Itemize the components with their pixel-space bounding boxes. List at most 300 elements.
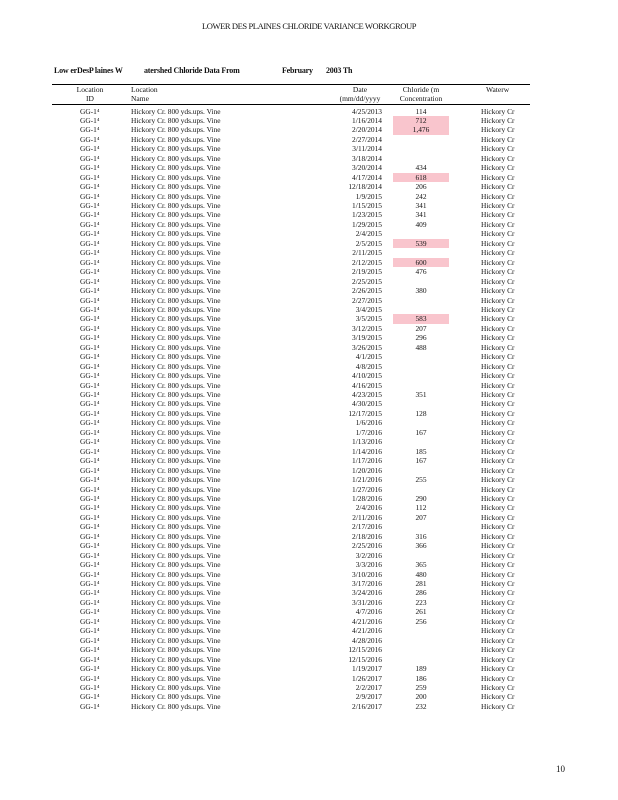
date-cell: 2/16/2017 [352,701,382,711]
date-cell: 1/7/2016 [355,427,382,437]
waterway-cell: Hickory Cr [481,579,515,588]
location-name-cell: Hickory Cr. 800 yds.ups. Vine [131,484,221,494]
header-rule-bottom [52,104,530,105]
date-cell: 3/17/2016 [352,579,382,588]
waterway-cell: Hickory Cr [481,607,515,617]
date-cell: 2/20/2014 [352,125,382,135]
table-row [0,305,618,314]
location-id-cell: GG-1⁴ [80,446,100,456]
location-id-cell: GG-1⁴ [80,626,100,636]
waterway-cell: Hickory Cr [481,465,515,475]
date-cell: 2/2/2017 [355,682,382,692]
waterway-cell: Hickory Cr [481,475,515,485]
location-name-cell: Hickory Cr. 800 yds.ups. Vine [131,418,221,428]
chloride-cell: 712 [393,116,449,125]
chloride-cell: 286 [415,588,427,598]
table-row [0,636,618,645]
date-cell: 2/27/2014 [352,134,382,144]
location-id-cell: GG-1⁴ [80,560,100,570]
waterway-cell: Hickory Cr [481,645,515,655]
date-cell: 3/10/2016 [352,569,382,579]
chloride-cell: 114 [415,106,427,116]
location-id-cell: GG-1⁴ [80,106,100,116]
waterway-cell: Hickory Cr [481,191,515,201]
date-cell: 2/19/2015 [352,267,382,277]
chloride-cell: 189 [415,664,427,674]
location-name-cell: Hickory Cr. 800 yds.ups. Vine [131,588,221,598]
table-row [0,229,618,238]
chloride-cell: 1,476 [393,125,449,134]
location-id-cell: GG-1⁴ [80,201,100,210]
waterway-cell: Hickory Cr [481,342,515,352]
date-cell: 1/27/2016 [352,484,382,494]
table-row [0,418,618,427]
chloride-cell: 167 [415,456,427,466]
table-row [0,248,618,257]
waterway-cell: Hickory Cr [481,635,515,645]
waterway-cell: Hickory Cr [481,172,515,182]
header-date-line1: Date [352,85,368,94]
chloride-cell: 186 [415,673,427,683]
location-id-cell: GG-1⁴ [80,257,100,267]
location-name-cell: Hickory Cr. 800 yds.ups. Vine [131,446,221,456]
chloride-cell: 206 [415,182,427,192]
location-name-cell: Hickory Cr. 800 yds.ups. Vine [131,371,221,381]
location-id-cell: GG-1⁴ [80,342,100,352]
date-cell: 12/17/2015 [348,408,382,418]
waterway-cell: Hickory Cr [481,512,515,522]
chloride-cell: 290 [415,493,427,503]
date-cell: 4/21/2016 [352,626,382,636]
waterway-cell: Hickory Cr [481,153,515,163]
table-row [0,314,618,323]
location-id-cell: GG-1⁴ [80,125,100,135]
location-name-cell: Hickory Cr. 800 yds.ups. Vine [131,191,221,201]
subtitle-part-1: Low erDesP laines W [54,66,123,75]
location-name-cell: Hickory Cr. 800 yds.ups. Vine [131,314,221,324]
table-row [0,125,618,134]
chloride-cell: 434 [415,163,427,173]
waterway-cell: Hickory Cr [481,493,515,503]
location-name-cell: Hickory Cr. 800 yds.ups. Vine [131,682,221,692]
location-name-cell: Hickory Cr. 800 yds.ups. Vine [131,465,221,475]
location-name-cell: Hickory Cr. 800 yds.ups. Vine [131,550,221,560]
chloride-cell: 316 [415,531,427,541]
chloride-cell: 341 [415,201,427,210]
date-cell: 1/6/2016 [355,418,382,428]
location-name-cell: Hickory Cr. 800 yds.ups. Vine [131,304,221,314]
date-cell: 3/24/2016 [352,588,382,598]
location-id-cell: GG-1⁴ [80,248,100,258]
date-cell: 3/12/2015 [352,323,382,333]
location-name-cell: Hickory Cr. 800 yds.ups. Vine [131,390,221,399]
date-cell: 1/21/2016 [352,475,382,485]
chloride-cell: 366 [415,541,427,551]
chloride-cell: 480 [415,569,427,579]
location-name-cell: Hickory Cr. 800 yds.ups. Vine [131,380,221,390]
date-cell: 3/20/2014 [352,163,382,173]
date-cell: 4/23/2015 [352,390,382,399]
location-id-cell: GG-1⁴ [80,219,100,229]
chloride-cell: 261 [415,607,427,617]
waterway-cell: Hickory Cr [481,503,515,513]
location-name-cell: Hickory Cr. 800 yds.ups. Vine [131,673,221,683]
location-id-cell: GG-1⁴ [80,437,100,447]
waterway-cell: Hickory Cr [481,541,515,551]
location-id-cell: GG-1⁴ [80,550,100,560]
header-chloride [389,86,453,103]
location-id-cell: GG-1⁴ [80,134,100,144]
location-id-cell: GG-1⁴ [80,408,100,418]
table-row [0,683,618,692]
location-id-cell: GG-1⁴ [80,645,100,655]
waterway-cell: Hickory Cr [481,219,515,229]
location-id-cell: GG-1⁴ [80,361,100,371]
date-cell: 12/18/2014 [348,182,382,192]
chloride-cell: 128 [415,408,427,418]
waterway-cell: Hickory Cr [481,201,515,210]
location-id-cell: GG-1⁴ [80,456,100,466]
location-id-cell: GG-1⁴ [80,616,100,626]
header-chloride-line1: Chloride (m [402,85,440,94]
waterway-cell: Hickory Cr [481,616,515,626]
page-number: 10 [556,764,565,774]
location-name-cell: Hickory Cr. 800 yds.ups. Vine [131,182,221,192]
table-row [0,607,618,616]
location-name-cell: Hickory Cr. 800 yds.ups. Vine [131,579,221,588]
location-id-cell: GG-1⁴ [80,531,100,541]
chloride-cell: 281 [415,579,427,588]
table-row [0,333,618,342]
date-cell: 4/1/2015 [355,352,382,362]
location-name-cell: Hickory Cr. 800 yds.ups. Vine [131,276,221,286]
location-name-cell: Hickory Cr. 800 yds.ups. Vine [131,645,221,655]
chloride-cell: 583 [393,314,449,323]
location-name-cell: Hickory Cr. 800 yds.ups. Vine [131,692,221,702]
waterway-cell: Hickory Cr [481,456,515,466]
location-name-cell: Hickory Cr. 800 yds.ups. Vine [131,560,221,570]
location-name-cell: Hickory Cr. 800 yds.ups. Vine [131,597,221,607]
location-name-cell: Hickory Cr. 800 yds.ups. Vine [131,286,221,296]
table-row [0,456,618,465]
table-row [0,579,618,588]
table-row [0,220,618,229]
location-name-cell: Hickory Cr. 800 yds.ups. Vine [131,654,221,664]
table-row [0,655,618,664]
table-row [0,362,618,371]
location-name-cell: Hickory Cr. 800 yds.ups. Vine [131,238,221,248]
location-id-cell: GG-1⁴ [80,475,100,485]
header-date-line2: (mm/dd/yyyy [339,93,381,103]
chloride-cell: 409 [415,219,427,229]
table-row [0,286,618,295]
date-cell: 4/16/2015 [352,380,382,390]
location-id-cell: GG-1⁴ [80,399,100,409]
table-row [0,428,618,437]
chloride-cell: 255 [415,475,427,485]
chloride-cell: 380 [415,286,427,296]
date-cell: 4/28/2016 [352,635,382,645]
header-rule-top [52,84,530,85]
location-name-cell: Hickory Cr. 800 yds.ups. Vine [131,333,221,343]
table-row [0,107,618,116]
date-cell: 3/2/2016 [355,550,382,560]
date-cell: 1/9/2015 [355,191,382,201]
chloride-cell: 112 [415,503,427,513]
table-row [0,570,618,579]
table-row [0,560,618,569]
waterway-cell: Hickory Cr [481,229,515,239]
chloride-cell: 200 [415,692,427,702]
table-row [0,617,618,626]
location-id-cell: GG-1⁴ [80,484,100,494]
location-name-cell: Hickory Cr. 800 yds.ups. Vine [131,115,221,125]
waterway-cell: Hickory Cr [481,144,515,154]
subtitle-part-3: 2003 Th [326,66,353,75]
date-cell: 1/23/2015 [352,210,382,220]
location-id-cell: GG-1⁴ [80,597,100,607]
date-cell: 2/25/2015 [352,276,382,286]
date-cell: 1/28/2016 [352,493,382,503]
table-row [0,409,618,418]
location-id-cell: GG-1⁴ [80,182,100,192]
date-cell: 1/14/2016 [352,446,382,456]
table-row [0,475,618,484]
location-id-cell: GG-1⁴ [80,314,100,324]
location-name-cell: Hickory Cr. 800 yds.ups. Vine [131,616,221,626]
location-name-cell: Hickory Cr. 800 yds.ups. Vine [131,399,221,409]
waterway-cell: Hickory Cr [481,569,515,579]
date-cell: 3/18/2014 [352,153,382,163]
waterway-cell: Hickory Cr [481,673,515,683]
date-cell: 3/5/2015 [355,314,382,324]
chloride-cell: 476 [415,267,427,277]
waterway-cell: Hickory Cr [481,182,515,192]
header-location-name [131,86,158,103]
location-name-cell: Hickory Cr. 800 yds.ups. Vine [131,248,221,258]
location-id-cell: GG-1⁴ [80,418,100,428]
location-id-cell: GG-1⁴ [80,541,100,551]
date-cell: 12/15/2016 [348,654,382,664]
location-name-cell: Hickory Cr. 800 yds.ups. Vine [131,229,221,239]
table-row [0,645,618,654]
table-row [0,239,618,248]
date-cell: 4/17/2014 [352,172,382,182]
date-cell: 2/18/2016 [352,531,382,541]
location-id-cell: GG-1⁴ [80,191,100,201]
waterway-cell: Hickory Cr [481,210,515,220]
location-name-cell: Hickory Cr. 800 yds.ups. Vine [131,352,221,362]
date-cell: 3/11/2014 [352,144,382,154]
document-title: LOWER DES PLAINES CHLORIDE VARIANCE WORKGROUP [201,21,417,31]
table-row [0,371,618,380]
location-id-cell: GG-1⁴ [80,493,100,503]
location-name-cell: Hickory Cr. 800 yds.ups. Vine [131,210,221,220]
location-name-cell: Hickory Cr. 800 yds.ups. Vine [131,531,221,541]
header-chloride-line2: Concentration [399,93,443,103]
waterway-cell: Hickory Cr [481,522,515,532]
table-row [0,466,618,475]
location-name-cell: Hickory Cr. 800 yds.ups. Vine [131,607,221,617]
location-name-cell: Hickory Cr. 800 yds.ups. Vine [131,172,221,182]
date-cell: 2/17/2016 [352,522,382,532]
header-waterway: Waterw [486,85,510,94]
location-id-cell: GG-1⁴ [80,522,100,532]
location-id-cell: GG-1⁴ [80,323,100,333]
waterway-cell: Hickory Cr [481,314,515,324]
table-row [0,551,618,560]
location-name-cell: Hickory Cr. 800 yds.ups. Vine [131,361,221,371]
chloride-cell: 618 [393,173,449,182]
date-cell: 3/4/2015 [355,304,382,314]
location-id-cell: GG-1⁴ [80,664,100,674]
waterway-cell: Hickory Cr [481,163,515,173]
location-name-cell: Hickory Cr. 800 yds.ups. Vine [131,664,221,674]
date-cell: 12/15/2016 [348,645,382,655]
date-cell: 1/17/2016 [352,456,382,466]
location-id-cell: GG-1⁴ [80,267,100,277]
chloride-cell: 351 [415,390,427,399]
location-id-cell: GG-1⁴ [80,579,100,588]
date-cell: 3/26/2015 [352,342,382,352]
location-id-cell: GG-1⁴ [80,682,100,692]
waterway-cell: Hickory Cr [481,352,515,362]
table-row [0,201,618,210]
waterway-cell: Hickory Cr [481,682,515,692]
chloride-cell: 600 [393,258,449,267]
location-id-cell: GG-1⁴ [80,607,100,617]
location-name-cell: Hickory Cr. 800 yds.ups. Vine [131,267,221,277]
location-name-cell: Hickory Cr. 800 yds.ups. Vine [131,134,221,144]
table-row [0,503,618,512]
location-id-cell: GG-1⁴ [80,295,100,305]
subtitle-month: February [282,66,313,75]
location-id-cell: GG-1⁴ [80,276,100,286]
waterway-cell: Hickory Cr [481,437,515,447]
waterway-cell: Hickory Cr [481,286,515,296]
location-name-cell: Hickory Cr. 800 yds.ups. Vine [131,323,221,333]
date-cell: 1/16/2014 [352,115,382,125]
location-name-cell: Hickory Cr. 800 yds.ups. Vine [131,475,221,485]
waterway-cell: Hickory Cr [481,248,515,258]
table-row [0,277,618,286]
table-row [0,163,618,172]
date-cell: 2/11/2015 [352,248,382,258]
location-id-cell: GG-1⁴ [80,371,100,381]
chloride-cell: 341 [415,210,427,220]
waterway-cell: Hickory Cr [481,418,515,428]
chloride-cell: 259 [415,682,427,692]
waterway-cell: Hickory Cr [481,371,515,381]
waterway-cell: Hickory Cr [481,399,515,409]
waterway-cell: Hickory Cr [481,361,515,371]
date-cell: 2/12/2015 [352,257,382,267]
table-row [0,343,618,352]
table-row [0,399,618,408]
table-row [0,674,618,683]
waterway-cell: Hickory Cr [481,106,515,116]
table-row [0,144,618,153]
table-row [0,390,618,399]
table-row [0,588,618,597]
date-cell: 2/26/2015 [352,286,382,296]
location-name-cell: Hickory Cr. 800 yds.ups. Vine [131,569,221,579]
location-name-cell: Hickory Cr. 800 yds.ups. Vine [131,257,221,267]
location-id-cell: GG-1⁴ [80,503,100,513]
location-id-cell: GG-1⁴ [80,229,100,239]
location-id-cell: GG-1⁴ [80,144,100,154]
table-row [0,296,618,305]
table-row [0,692,618,701]
location-name-cell: Hickory Cr. 800 yds.ups. Vine [131,427,221,437]
date-cell: 1/26/2017 [352,673,382,683]
location-name-cell: Hickory Cr. 800 yds.ups. Vine [131,626,221,636]
table-row [0,324,618,333]
table-row [0,352,618,361]
table-row [0,192,618,201]
waterway-cell: Hickory Cr [481,333,515,343]
waterway-cell: Hickory Cr [481,380,515,390]
table-row [0,135,618,144]
date-cell: 4/10/2015 [352,371,382,381]
date-cell: 1/20/2016 [352,465,382,475]
header-location-id-line1: Location [76,85,104,94]
location-id-cell: GG-1⁴ [80,654,100,664]
location-name-cell: Hickory Cr. 800 yds.ups. Vine [131,201,221,210]
location-id-cell: GG-1⁴ [80,635,100,645]
waterway-cell: Hickory Cr [481,125,515,135]
table-row [0,154,618,163]
location-id-cell: GG-1⁴ [80,210,100,220]
table-row [0,210,618,219]
table-row [0,381,618,390]
date-cell: 2/4/2015 [355,229,382,239]
chloride-cell: 223 [415,597,427,607]
date-cell: 4/7/2016 [355,607,382,617]
date-cell: 4/25/2013 [352,106,382,116]
location-id-cell: GG-1⁴ [80,569,100,579]
location-id-cell: GG-1⁴ [80,304,100,314]
location-name-cell: Hickory Cr. 800 yds.ups. Vine [131,153,221,163]
table-row [0,541,618,550]
location-name-cell: Hickory Cr. 800 yds.ups. Vine [131,342,221,352]
subtitle-part-2: atershed Chloride Data From [144,66,240,75]
chloride-cell: 488 [415,342,427,352]
location-id-cell: GG-1⁴ [80,427,100,437]
chloride-cell: 365 [415,560,427,570]
table-row [0,485,618,494]
waterway-cell: Hickory Cr [481,267,515,277]
table-row [0,437,618,446]
chloride-cell: 232 [415,701,427,711]
location-id-cell: GG-1⁴ [80,390,100,399]
header-location-name-line1: Location [131,85,158,94]
table-row [0,626,618,635]
date-cell: 2/9/2017 [355,692,382,702]
waterway-cell: Hickory Cr [481,134,515,144]
location-id-cell: GG-1⁴ [80,588,100,598]
table-row [0,182,618,191]
chloride-cell: 185 [415,446,427,456]
location-name-cell: Hickory Cr. 800 yds.ups. Vine [131,219,221,229]
location-name-cell: Hickory Cr. 800 yds.ups. Vine [131,541,221,551]
location-id-cell: GG-1⁴ [80,692,100,702]
table-row [0,522,618,531]
date-cell: 2/27/2015 [352,295,382,305]
location-id-cell: GG-1⁴ [80,238,100,248]
date-cell: 2/5/2015 [355,238,382,248]
chloride-cell: 539 [393,239,449,248]
